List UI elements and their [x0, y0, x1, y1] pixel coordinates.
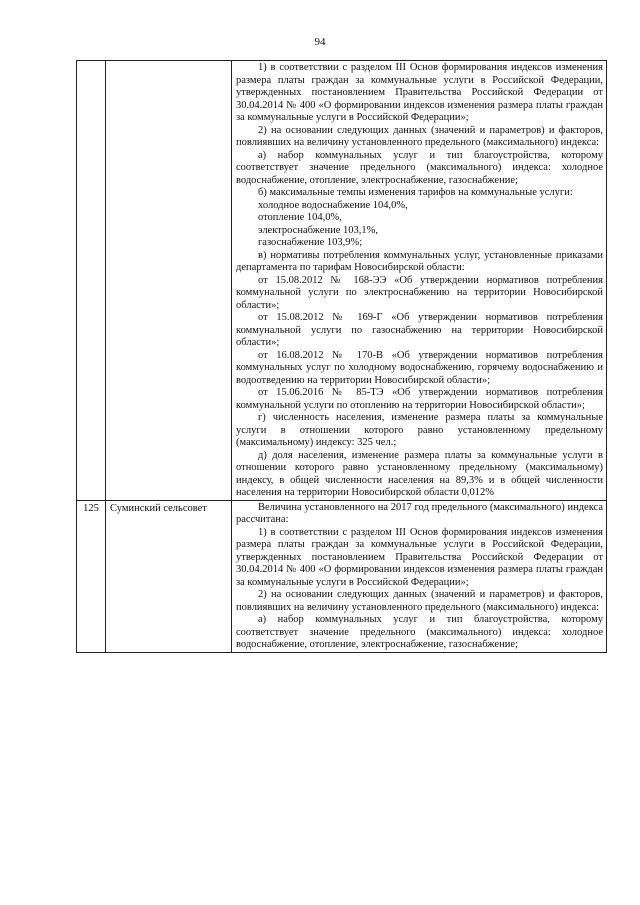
- paragraph: д) доля населения, изменение размера платы за коммунальные услуги в отношении которого равно установленному предельному (максимальному) индексу, в общей численности населения на 89,3% и в общей численности населения на территории Новосибирской области 0,012%: [236, 449, 603, 498]
- paragraph: от 15.08.2012 № 168-ЭЭ «Об утверждении нормативов потребления коммунальной услуги по электроснабжению на территории Новосибирской области»;: [236, 274, 603, 311]
- paragraph: 2) на основании следующих данных (значений и параметров) и факторов, повлиявших на величину установленного предельного (максимального) индекса:: [236, 589, 603, 613]
- paragraph: а) набор коммунальных услуг и тип благоустройства, которому соответствует значение предельного (максимального) индекса: холодное водоснабжение, отопление, электроснабжение, газоснабжение;: [236, 614, 603, 650]
- row-number: 125: [77, 500, 106, 652]
- paragraph: отопление 104,0%,: [258, 212, 342, 223]
- municipality-table: [76, 60, 607, 653]
- paragraph: 1) в соответствии с разделом III Основ формирования индексов изменения размера платы граждан за коммунальные услуги в Российской Федерации, утвержденных постановлением Правительства Российской Федерации от 30.04.2014 № 400 «О формировании индексов изменения размера платы граждан за коммунальные услуги в Российской Федерации»;: [236, 62, 603, 123]
- page-number: 94: [314, 36, 326, 48]
- municipality-name: Суминский сельсовет: [106, 500, 232, 652]
- paragraph: а) набор коммунальных услуг и тип благоустройства, которому соответствует значение предельного (максимального) индекса: холодное водоснабжение, отопление, электроснабжение, газоснабжение;: [236, 149, 603, 186]
- paragraph: от 15.08.2012 № 169-Г «Об утверждении нормативов потребления коммунальной услуги по газоснабжению на территории Новосибирской области»;: [236, 312, 603, 348]
- paragraph: от 16.08.2012 № 170-В «Об утверждении нормативов потребления коммунальных услуг по холодному водоснабжению, горячему водоснабжению и водоотведению на территории Новосибирской области»;: [236, 349, 603, 386]
- table-row: [77, 61, 607, 501]
- paragraph: б) максимальные темпы изменения тарифов на коммунальные услуги:: [258, 187, 573, 198]
- paragraph: газоснабжение 103,9%;: [258, 237, 363, 248]
- paragraph: от 15.06.2016 № 85-ТЭ «Об утверждении нормативов потребления коммунальной услуги по отоплению на территории Новосибирской области»;: [236, 387, 603, 411]
- paragraph: 1) в соответствии с разделом III Основ формирования индексов изменения размера платы граждан за коммунальные услуги в Российской Федерации, утвержденных постановлением Правительства Российской Федерации от 30.04.2014 № 400 «О формировании индексов изменения размера платы граждан за коммунальные услуги в Российской Федерации»;: [236, 526, 603, 588]
- paragraph: электроснабжение 103,1%,: [258, 224, 378, 236]
- index-justification: [232, 500, 607, 652]
- paragraph: г) численность населения, изменение размера платы за коммунальные услуги в отношении которого равно установленному предельному (максимальному) индексу: 325 чел.;: [236, 412, 603, 448]
- paragraph: Величина установленного на 2017 год предельного (максимального) индекса рассчитана:: [236, 501, 603, 525]
- paragraph: в) нормативы потребления коммунальных услуг, установленные приказами департамента по тарифам Новосибирской области:: [236, 249, 603, 273]
- paragraph: 2) на основании следующих данных (значений и параметров) и факторов, повлиявших на величину установленного предельного (максимального) индекса:: [236, 124, 603, 148]
- row-number: [77, 61, 106, 501]
- municipality-name: [106, 61, 232, 501]
- table-row: [77, 500, 607, 652]
- index-justification: [232, 61, 607, 501]
- paragraph: холодное водоснабжение 104,0%,: [258, 199, 408, 211]
